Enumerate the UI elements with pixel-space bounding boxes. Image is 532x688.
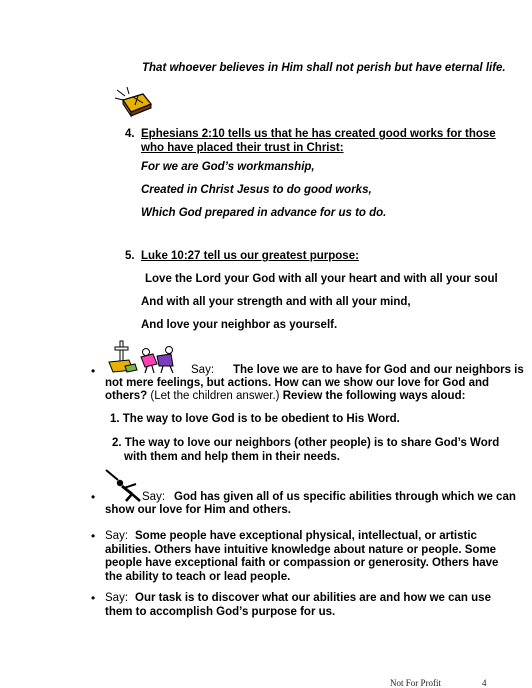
- say2-line2: show our love for Him and others.: [105, 504, 291, 516]
- say3-line3: people have exceptional faith or compassion or generosity. Others have: [105, 557, 499, 569]
- way2-line2: with them and help them in their needs.: [124, 451, 340, 463]
- way1: 1. The way to love God is to be obedient to His Word.: [110, 413, 400, 425]
- bible-icon: [113, 86, 153, 120]
- say1-line3: [105, 389, 465, 403]
- item4-number: 4.: [125, 128, 135, 140]
- say1-line3-bold: others?: [105, 390, 148, 402]
- say-label: Say:: [105, 592, 129, 604]
- say1-line3-bold2: Review the following ways aloud:: [282, 390, 466, 402]
- item5-number: 5.: [125, 250, 135, 262]
- item5-verse-line: Love the Lord your God with all your heart and with all your soul: [145, 273, 498, 285]
- say3-line4: the ability to teach or lead people.: [105, 571, 291, 583]
- bullet: •: [91, 364, 96, 378]
- say3-line2: abilities. Others have intuitive knowledge about nature or people. Some: [105, 544, 497, 556]
- item5-heading: Luke 10:27 tell us our greatest purpose:: [141, 250, 359, 262]
- say4-line2: them to accomplish God’s purpose for us.: [105, 606, 336, 618]
- say1-line1: The love we are to have for God and our neighbors is: [233, 364, 524, 376]
- item5-verse-line: And with all your strength and with all your mind,: [141, 296, 411, 308]
- say3-line1: Some people have exceptional physical, intellectual, or artistic: [135, 530, 477, 542]
- say-label: Say:: [142, 491, 166, 503]
- say2-line1: God has given all of us specific abilities through which we can: [174, 491, 516, 503]
- say-label: Say:: [191, 364, 215, 376]
- say4-line1: Our task is to discover what our abilities are and how we can use: [135, 592, 491, 604]
- stretching-figure-icon: [104, 468, 144, 502]
- bullet: •: [91, 490, 96, 504]
- item5-verse-line: And love your neighbor as yourself.: [141, 319, 338, 331]
- say-label: Say:: [105, 530, 129, 542]
- item4-verse-line: For we are God’s workmanship,: [141, 161, 315, 173]
- footer-label: Not For Profit: [390, 678, 442, 688]
- cross-and-people-icon: [105, 340, 185, 374]
- item4-line1: Ephesians 2:10 tells us that he has created good works for those: [141, 128, 496, 140]
- item4-line2: who have placed their trust in Christ:: [141, 142, 344, 154]
- page-number: 4: [482, 678, 487, 688]
- say1-line2: not mere feelings, but actions. How can we show our love for God and: [105, 377, 490, 389]
- bullet: •: [91, 529, 96, 543]
- say1-line3-plain: (Let the children answer.): [147, 390, 283, 402]
- john-verse-end: That whoever believes in Him shall not perish but have eternal life.: [142, 62, 506, 74]
- item4-verse-line: Which God prepared in advance for us to do.: [141, 207, 387, 219]
- way2-line1: 2. The way to love our neighbors (other people) is to share God’s Word: [112, 437, 500, 449]
- bullet: •: [91, 591, 96, 605]
- item4-verse-line: Created in Christ Jesus to do good works,: [141, 184, 372, 196]
